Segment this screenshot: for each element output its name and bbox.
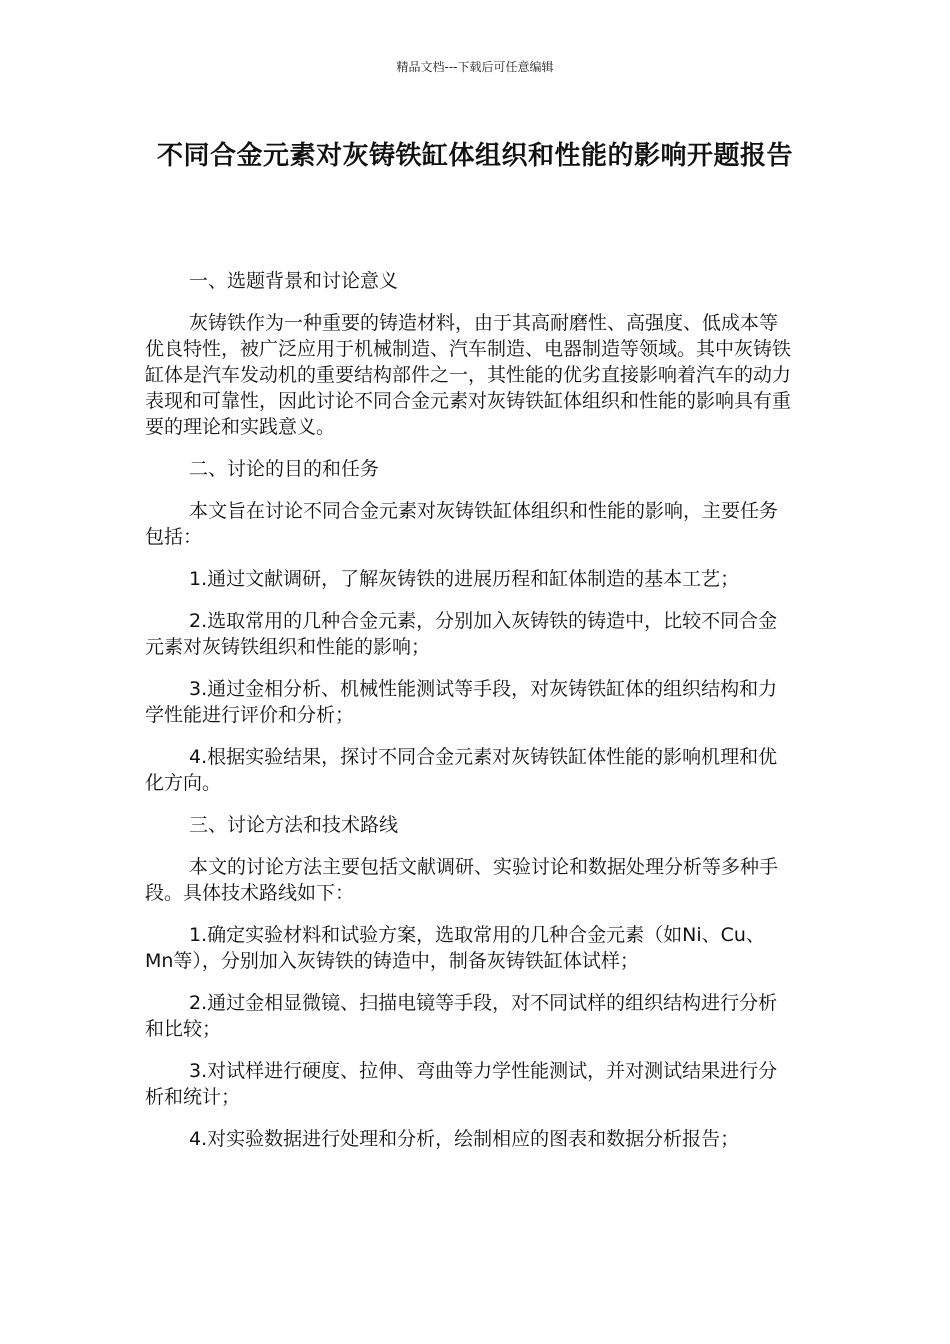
task-item-2: 2.选取常用的几种合金元素，分别加入灰铸铁的铸造中，比较不同合金元素对灰铸铁组织和性能的影响； [145, 610, 778, 658]
task-item-3: 3.通过金相分析、机械性能测试等手段，对灰铸铁缸体的组织结构和力学性能进行评价和分析； [145, 678, 778, 726]
document-title: 不同合金元素对灰铸铁缸体组织和性能的影响开题报告 [156, 141, 793, 171]
route-item-1: 1.确定实验材料和试验方案，选取常用的几种合金元素（如Ni、Cu、Mn等），分别加入灰铸铁的铸造中，制备灰铸铁缸体试样； [145, 924, 765, 972]
route-item-4: 4.对实验数据进行处理和分析，绘制相应的图表和数据分析报告； [189, 1128, 740, 1150]
paragraph-purpose: 本文旨在讨论不同合金元素对灰铸铁缸体组织和性能的影响，主要任务包括： [145, 500, 779, 548]
section-heading-3: 三、讨论方法和技术路线 [189, 814, 399, 836]
route-item-2: 2.通过金相显微镜、扫描电镜等手段，对不同试样的组织结构进行分析和比较； [145, 992, 778, 1040]
route-item-3: 3.对试样进行硬度、拉伸、弯曲等力学性能测试，并对测试结果进行分析和统计； [145, 1060, 778, 1108]
paragraph-background: 灰铸铁作为一种重要的铸造材料，由于其高耐磨性、高强度、低成本等优良特性，被广泛应用于机械制造、汽车制造、电器制造等领域。其中灰铸铁缸体是汽车发动机的重要结构部件之一，其性能的优劣直接影响着汽车的动力表现和可靠性，因此讨论不同合金元素对灰铸铁缸体组织和性能的影响具有重要的理论和实践意义。 [145, 312, 792, 438]
task-item-4: 4.根据实验结果，探讨不同合金元素对灰铸铁缸体性能的影响机理和优化方向。 [145, 746, 778, 794]
document-body [145, 268, 793, 1168]
section-heading-2: 二、讨论的目的和任务 [189, 458, 380, 480]
header-note: 精品文档---下载后可任意编辑 [396, 60, 554, 74]
paragraph-method: 本文的讨论方法主要包括文献调研、实验讨论和数据处理分析等多种手段。具体技术路线如下： [145, 856, 779, 904]
task-item-1: 1.通过文献调研，了解灰铸铁的进展历程和缸体制造的基本工艺； [189, 568, 740, 590]
section-heading-1: 一、选题背景和讨论意义 [189, 270, 399, 292]
